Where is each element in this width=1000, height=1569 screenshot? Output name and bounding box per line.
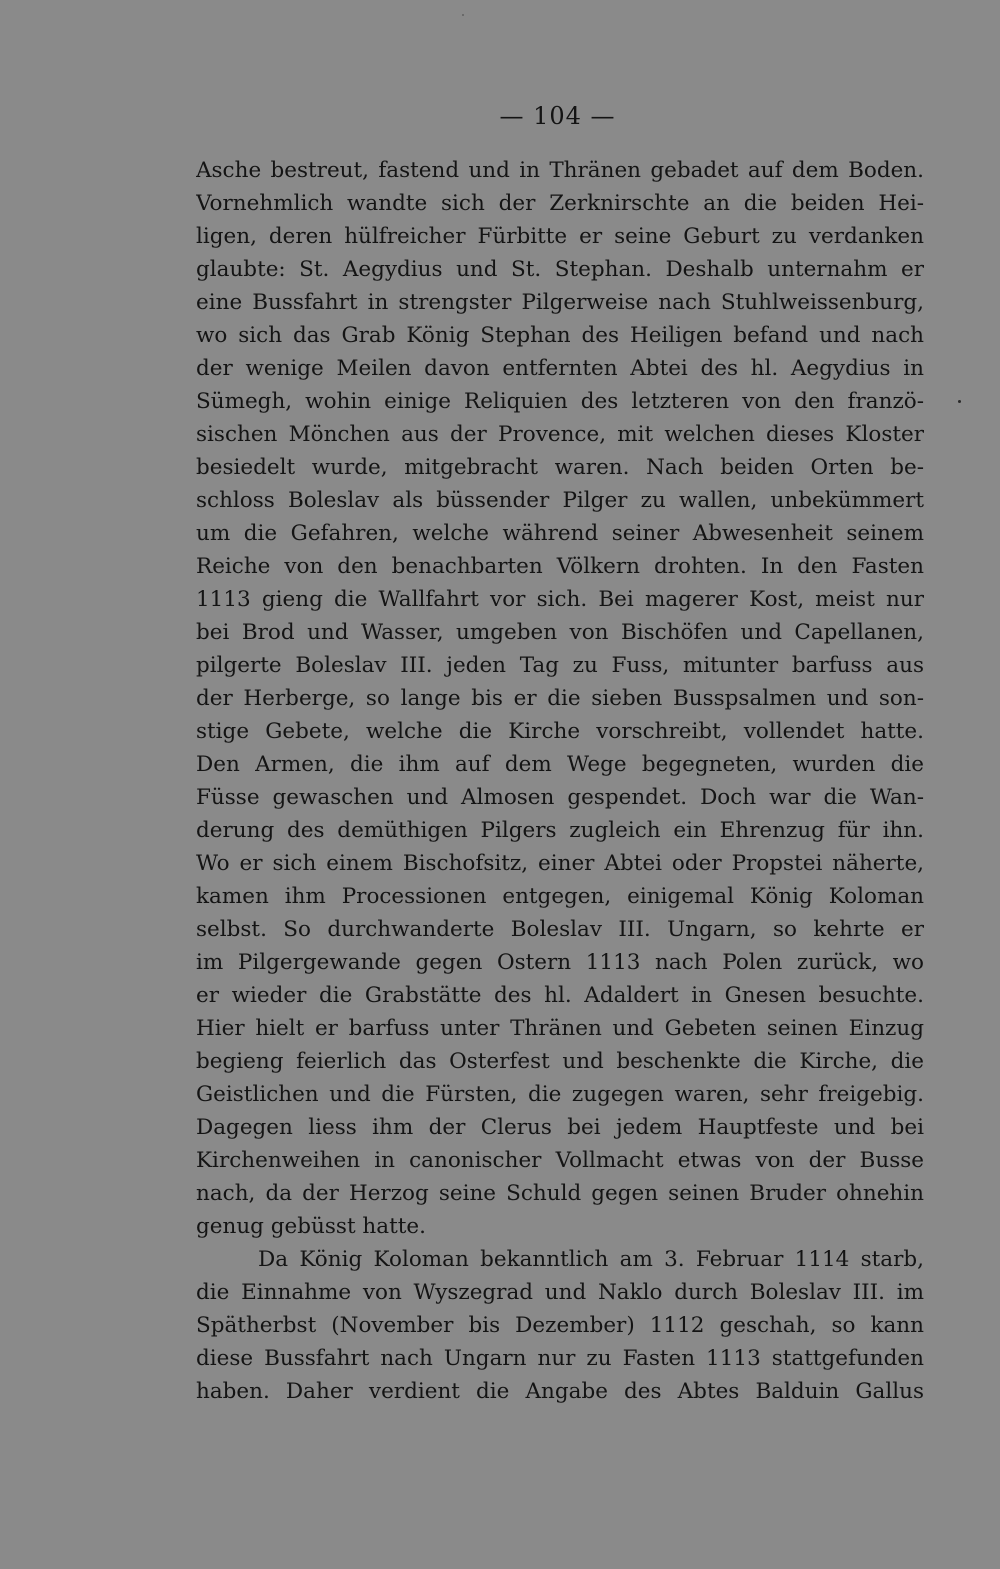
text-line: bei Brod und Wasser, umgeben von Bischöfen und Capellanen, (196, 620, 924, 645)
text-line: diese Bussfahrt nach Ungarn nur zu Fasten 1113 stattgefunden (196, 1346, 924, 1371)
text-line: selbst. So durchwanderte Boleslav III. Ungarn, so kehrte er (196, 917, 924, 942)
scan-speck (958, 400, 961, 403)
text-line: schloss Boleslav als büssender Pilger zu wallen, unbekümmert (196, 488, 924, 513)
text-line: Wo er sich einem Bischofsitz, einer Abtei oder Propstei näherte, (196, 851, 924, 876)
text-line: glaubte: St. Aegydius und St. Stephan. Deshalb unternahm er (196, 257, 924, 282)
text-line: um die Gefahren, welche während seiner Abwesenheit seinem (196, 521, 924, 546)
text-line: besiedelt wurde, mitgebracht waren. Nach beiden Orten be- (196, 455, 924, 480)
text-line: der Herberge, so lange bis er die sieben Busspsalmen und son- (196, 686, 924, 711)
text-line: er wieder die Grabstätte des hl. Adaldert in Gnesen besuchte. (196, 983, 924, 1008)
text-line: Vornehmlich wandte sich der Zerknirschte an die beiden Hei- (196, 191, 924, 216)
text-line: Dagegen liess ihm der Clerus bei jedem Hauptfeste und bei (196, 1115, 924, 1140)
text-line: Kirchenweihen in canonischer Vollmacht etwas von der Busse (196, 1148, 924, 1173)
text-line: 1113 gieng die Wallfahrt vor sich. Bei magerer Kost, meist nur (196, 587, 924, 612)
text-line: wo sich das Grab König Stephan des Heiligen befand und nach (196, 323, 924, 348)
text-line: der wenige Meilen davon entfernten Abtei des hl. Aegydius in (196, 356, 924, 381)
text-line: Sümegh, wohin einige Reliquien des letzteren von den franzö- (196, 389, 924, 414)
text-line: Spätherbst (November bis Dezember) 1112 geschah, so kann (196, 1313, 924, 1338)
text-line: sischen Mönchen aus der Provence, mit welchen dieses Kloster (196, 422, 924, 447)
text-line: eine Bussfahrt in strengster Pilgerweise nach Stuhlweissenburg, (196, 290, 924, 315)
text-line: Den Armen, die ihm auf dem Wege begegneten, wurden die (196, 752, 924, 777)
paragraph-2 (196, 1243, 924, 1408)
page-number: — 104 — (499, 102, 616, 130)
text-line: die Einnahme von Wyszegrad und Naklo durch Boleslav III. im (196, 1280, 924, 1305)
text-line: im Pilgergewande gegen Ostern 1113 nach Polen zurück, wo (196, 950, 924, 975)
text-line: derung des demüthigen Pilgers zugleich ein Ehrenzug für ihn. (196, 818, 924, 843)
text-line: Asche bestreut, fastend und in Thränen gebadet auf dem Boden. (196, 158, 924, 183)
text-line: ligen, deren hülfreicher Fürbitte er seine Geburt zu verdanken (196, 224, 924, 249)
text-line: Füsse gewaschen und Almosen gespendet. Doch war die Wan- (196, 785, 924, 810)
scan-speck (462, 14, 464, 16)
text-line: kamen ihm Processionen entgegen, einigemal König Koloman (196, 884, 924, 909)
paragraph-1 (196, 154, 924, 1243)
text-line: Da König Koloman bekanntlich am 3. Februar 1114 starb, (258, 1247, 924, 1272)
text-line: Hier hielt er barfuss unter Thränen und Gebeten seinen Einzug (196, 1016, 924, 1041)
text-line: genug gebüsst hatte. (196, 1214, 426, 1239)
text-line: pilgerte Boleslav III. jeden Tag zu Fuss, mitunter barfuss aus (196, 653, 924, 678)
text-line: haben. Daher verdient die Angabe des Abtes Balduin Gallus (196, 1379, 924, 1404)
text-line: Reiche von den benachbarten Völkern drohten. In den Fasten (196, 554, 924, 579)
text-line: Geistlichen und die Fürsten, die zugegen waren, sehr freigebig. (196, 1082, 924, 1107)
text-line: begieng feierlich das Osterfest und beschenkte die Kirche, die (196, 1049, 924, 1074)
text-line: stige Gebete, welche die Kirche vorschreibt, vollendet hatte. (196, 719, 924, 744)
body-text (196, 154, 924, 1408)
text-line: nach, da der Herzog seine Schuld gegen seinen Bruder ohnehin (196, 1181, 924, 1206)
